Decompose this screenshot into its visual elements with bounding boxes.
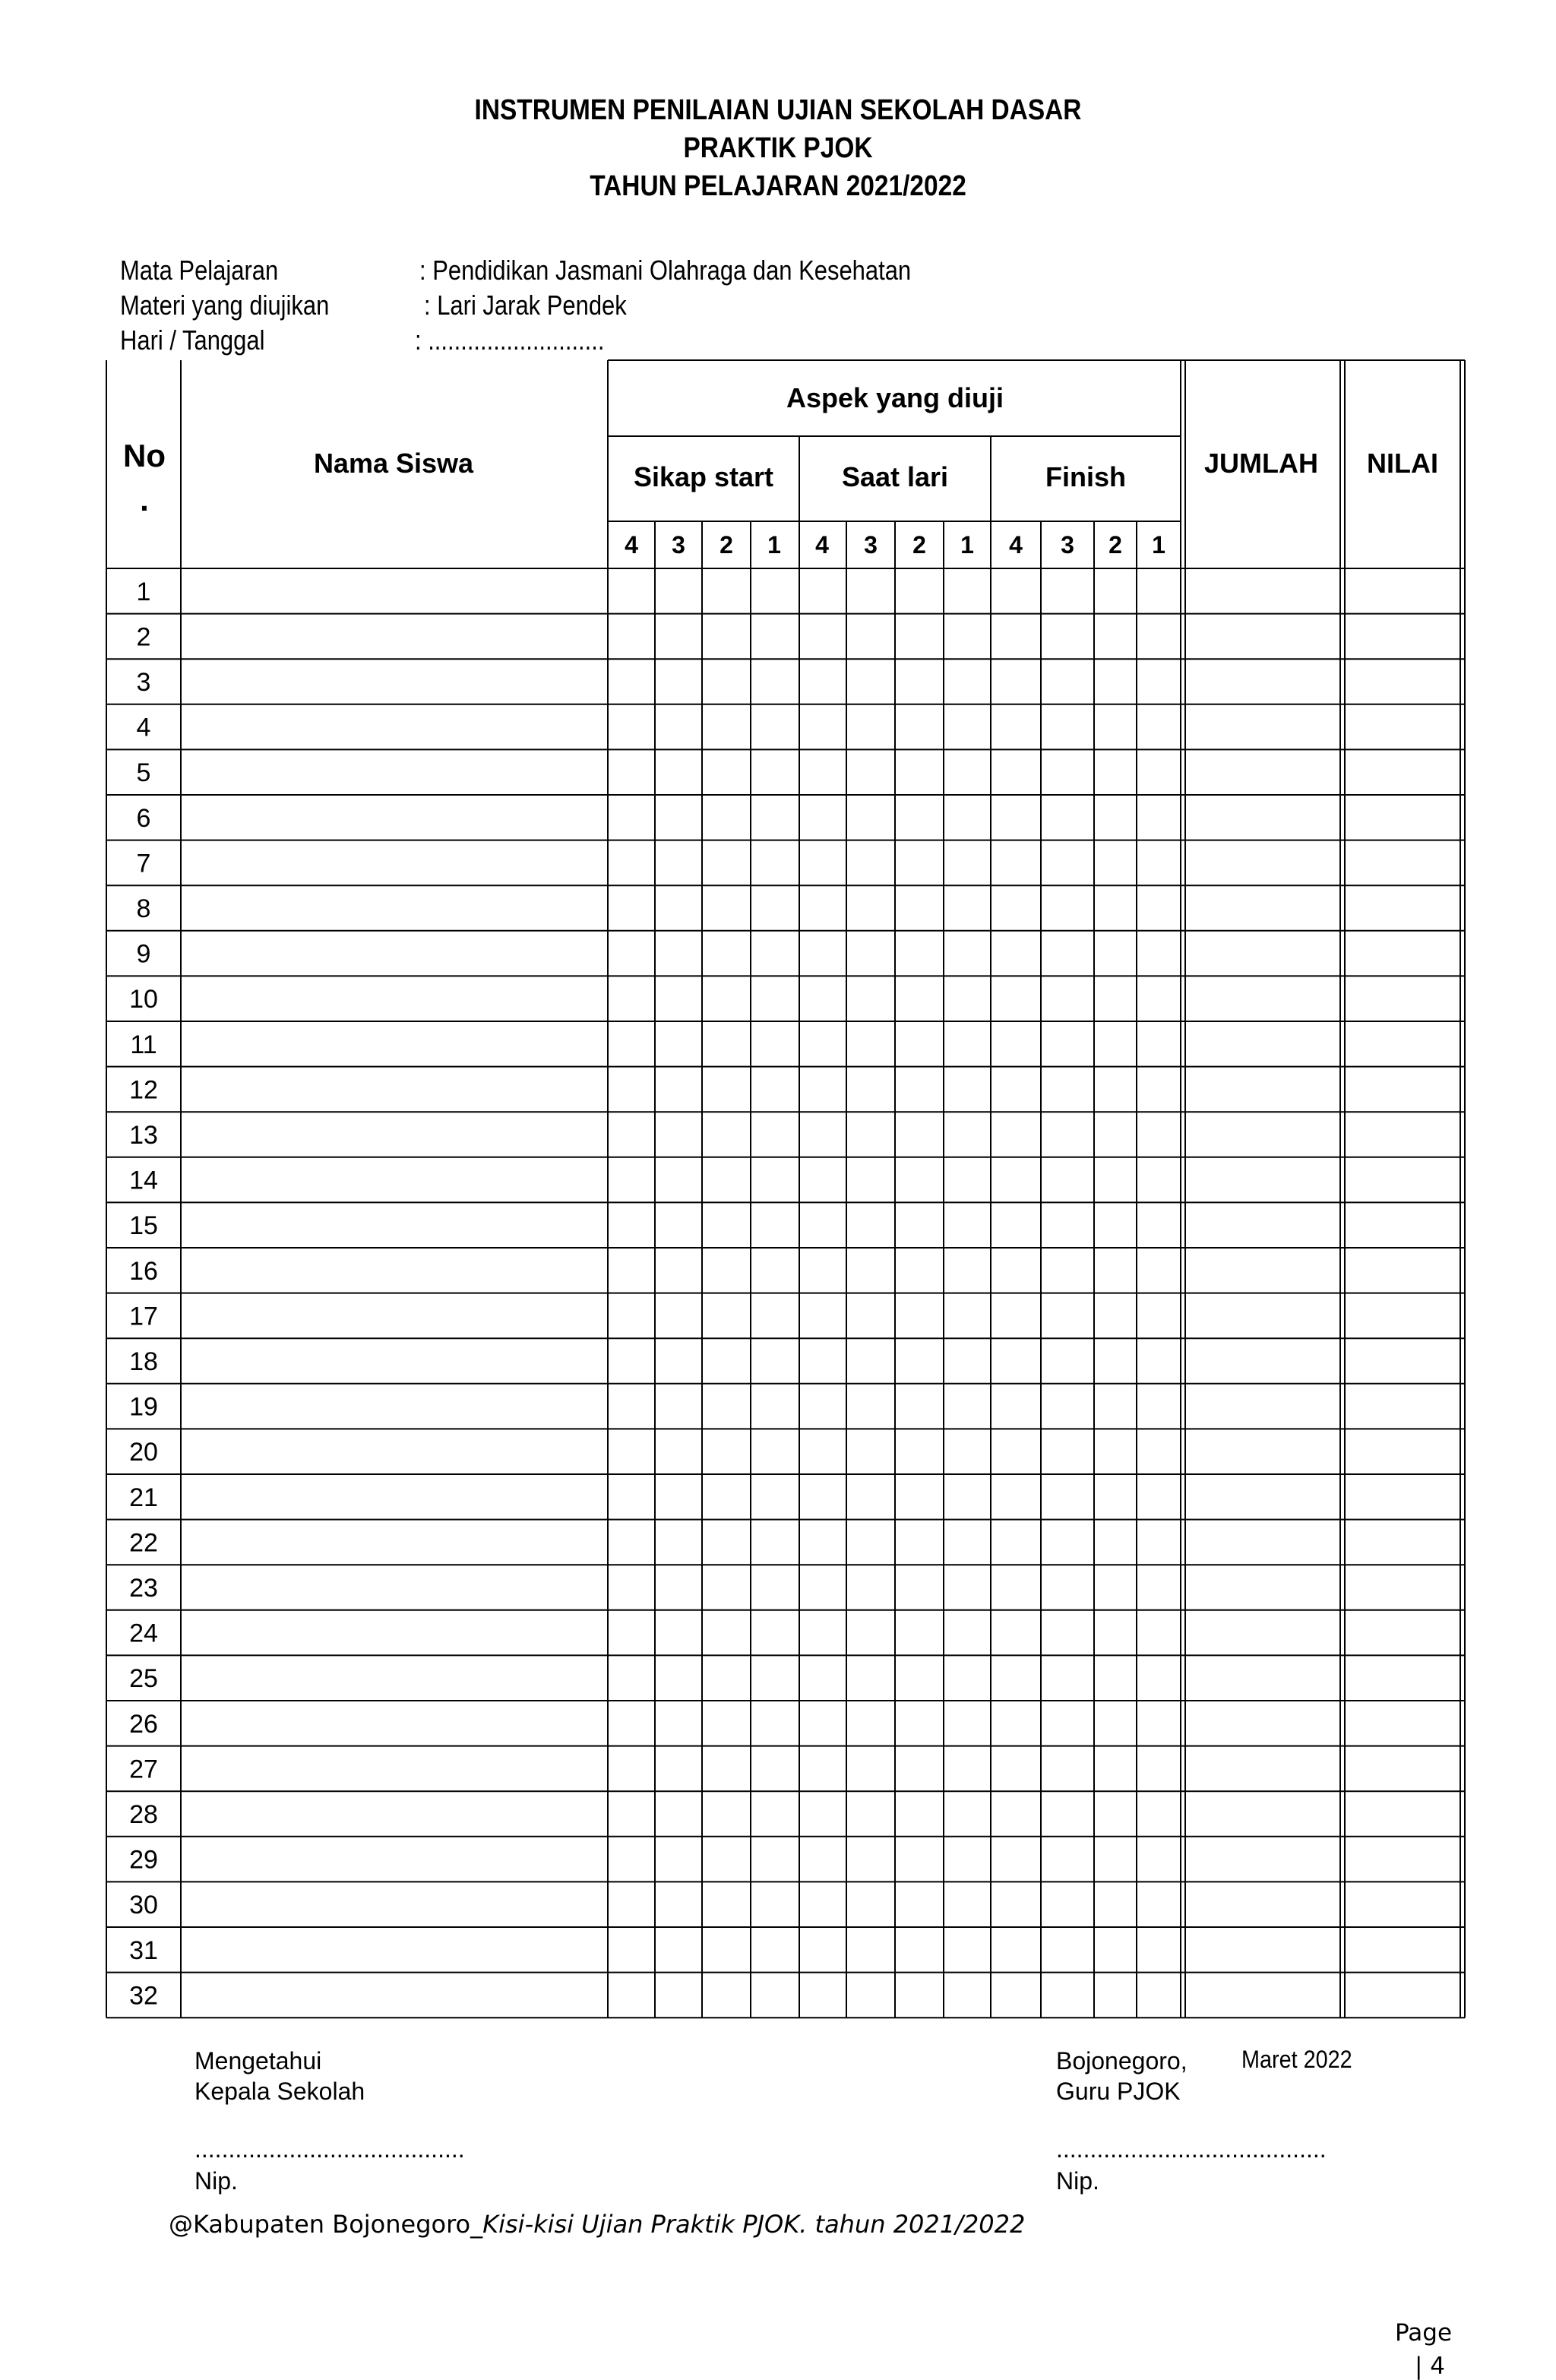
row-number: 25 bbox=[129, 1664, 158, 1694]
subject-label: Mata Pelajaran bbox=[120, 255, 279, 286]
row-number: 12 bbox=[129, 1075, 158, 1105]
material-label: Materi yang diujikan bbox=[120, 290, 330, 321]
row-number: 22 bbox=[129, 1528, 158, 1558]
row-number: 6 bbox=[136, 803, 151, 833]
copyright-title: Kisi-kisi Ujian Praktik PJOK. tahun 2021/2022 bbox=[482, 2210, 1026, 2239]
footer-principal-signature: ........................................ bbox=[194, 2135, 465, 2163]
document-title: INSTRUMEN PENILAIAN UJIAN SEKOLAH DASAR bbox=[474, 94, 1082, 126]
row-number: 8 bbox=[136, 894, 151, 923]
row-number: 28 bbox=[129, 1800, 158, 1829]
row-number: 32 bbox=[129, 1981, 158, 2011]
footer-acknowledged: Mengetahui bbox=[194, 2047, 322, 2075]
footer-principal: Kepala Sekolah bbox=[194, 2078, 365, 2105]
row-number: 31 bbox=[129, 1935, 158, 1965]
row-number: 15 bbox=[129, 1211, 158, 1241]
row-number: 29 bbox=[129, 1845, 158, 1875]
score-header: 1 bbox=[1152, 531, 1165, 559]
score-header: 4 bbox=[625, 531, 638, 559]
date-value: : ........................... bbox=[415, 324, 605, 356]
score-header: 4 bbox=[1009, 531, 1023, 559]
row-number: 5 bbox=[136, 758, 151, 788]
score-header: 4 bbox=[815, 531, 829, 559]
row-number: 23 bbox=[129, 1574, 158, 1603]
footer-teacher: Guru PJOK bbox=[1056, 2078, 1181, 2105]
score-header: 3 bbox=[1061, 531, 1074, 559]
aspect-finish: Finish bbox=[1045, 461, 1126, 492]
row-number: 26 bbox=[129, 1709, 158, 1739]
row-number: 17 bbox=[129, 1302, 158, 1331]
date-label: Hari / Tanggal bbox=[120, 324, 265, 356]
score-header: 2 bbox=[719, 531, 733, 559]
footer-date: Maret 2022 bbox=[1241, 2046, 1352, 2073]
score-header: 2 bbox=[912, 531, 926, 559]
copyright-prefix: @Kabupaten Bojonegoro_ bbox=[169, 2210, 483, 2239]
aspect-saat-lari: Saat lari bbox=[841, 461, 949, 492]
row-number: 4 bbox=[136, 713, 151, 742]
page-number: | 4 bbox=[1415, 2353, 1446, 2380]
row-number: 1 bbox=[136, 577, 151, 606]
footer-teacher-signature: ........................................ bbox=[1056, 2135, 1327, 2163]
col-total-header: JUMLAH bbox=[1204, 448, 1318, 479]
row-number: 11 bbox=[130, 1030, 157, 1059]
row-number: 10 bbox=[129, 985, 158, 1014]
score-header: 3 bbox=[864, 531, 878, 559]
footer-principal-nip: Nip. bbox=[194, 2167, 238, 2195]
col-no-header: No bbox=[123, 438, 166, 473]
aspect-header: Aspek yang diuji bbox=[786, 382, 1004, 413]
aspect-sikap-start: Sikap start bbox=[633, 461, 774, 492]
document-year: TAHUN PELAJARAN 2021/2022 bbox=[590, 170, 966, 202]
score-header: 3 bbox=[672, 531, 685, 559]
page-label: Page bbox=[1395, 2319, 1453, 2347]
score-header: 1 bbox=[767, 531, 781, 559]
col-name-header: Nama Siswa bbox=[313, 448, 474, 479]
col-grade-header: NILAI bbox=[1367, 448, 1438, 479]
row-number: 7 bbox=[136, 849, 151, 878]
row-number: 9 bbox=[136, 939, 151, 969]
row-number: 14 bbox=[129, 1166, 158, 1195]
row-number: 3 bbox=[136, 668, 151, 697]
footer-teacher-nip: Nip. bbox=[1056, 2167, 1099, 2195]
copyright-line bbox=[169, 2210, 1025, 2239]
subject-value: : Pendidikan Jasmani Olahraga dan Kesehatan bbox=[419, 255, 912, 286]
row-number: 18 bbox=[129, 1347, 158, 1376]
footer-city: Bojonegoro, bbox=[1056, 2047, 1188, 2075]
row-number: 24 bbox=[129, 1619, 158, 1648]
row-number: 21 bbox=[129, 1483, 158, 1512]
score-header: 1 bbox=[960, 531, 974, 559]
col-no-header-dot: . bbox=[140, 482, 149, 517]
document-subtitle: PRAKTIK PJOK bbox=[683, 132, 873, 164]
material-value: : Lari Jarak Pendek bbox=[424, 290, 627, 321]
row-number: 30 bbox=[129, 1891, 158, 1920]
row-number: 2 bbox=[136, 622, 151, 652]
row-number: 16 bbox=[129, 1256, 158, 1286]
row-number: 27 bbox=[129, 1755, 158, 1784]
row-number: 13 bbox=[129, 1121, 158, 1150]
row-number: 19 bbox=[129, 1392, 158, 1422]
row-number: 20 bbox=[129, 1438, 158, 1467]
score-header: 2 bbox=[1108, 531, 1122, 559]
